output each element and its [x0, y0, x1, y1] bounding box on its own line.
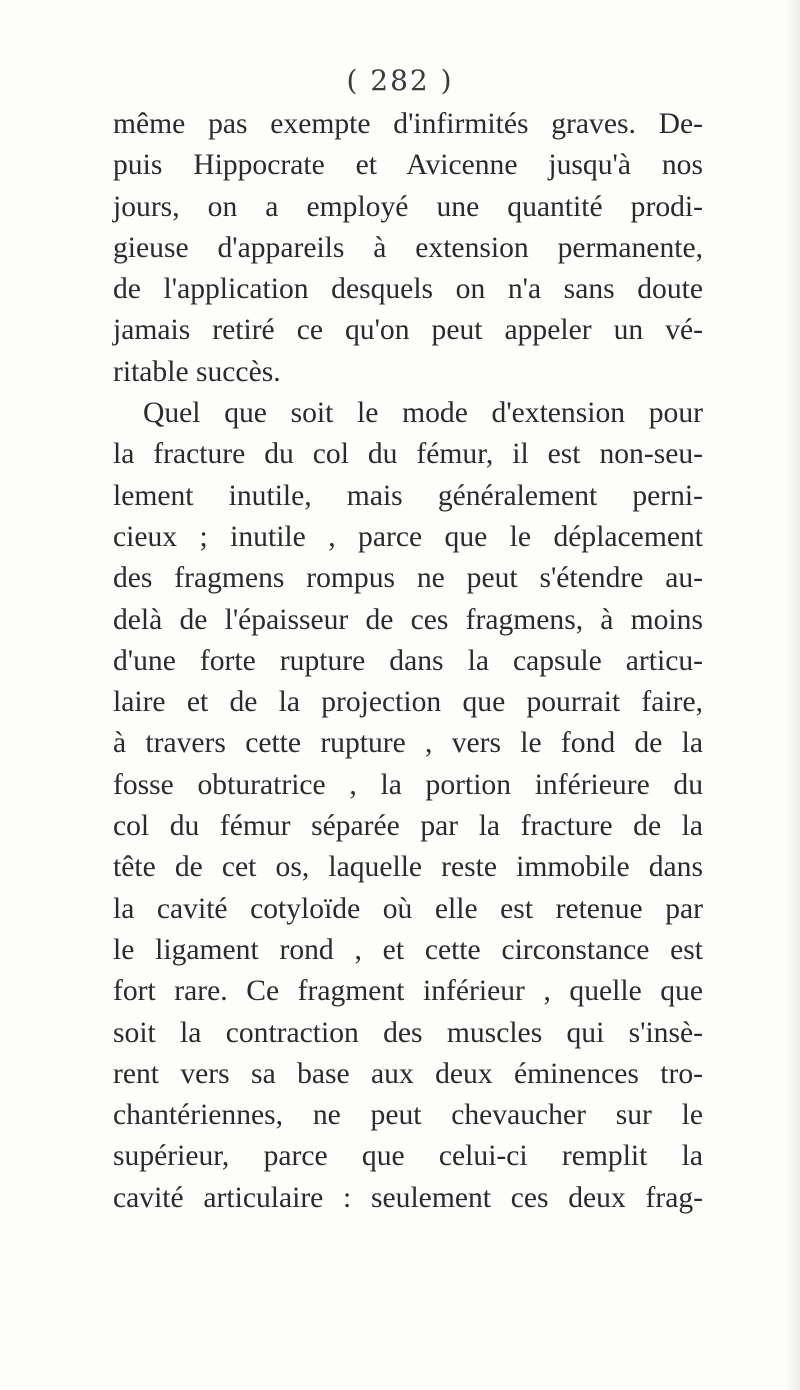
text-line: fosse obturatrice , la portion inférieure du	[113, 768, 703, 801]
text-line: lement inutile, mais généralement perni-	[113, 479, 703, 512]
text-line: supérieur, parce que celui-ci remplit la	[113, 1140, 703, 1173]
text-line: gieuse d'appareils à extension permanente,	[113, 231, 703, 264]
text-line: des fragmens rompus ne peut s'étendre au-	[113, 562, 703, 595]
text-line: chantériennes, ne peut chevaucher sur le	[113, 1099, 703, 1132]
text-line: de l'application desquels on n'a sans doute	[113, 273, 703, 306]
page-number: ( 282 )	[346, 64, 454, 97]
text-line: à travers cette rupture , vers le fond de la	[113, 727, 703, 760]
text-line: la cavité cotyloïde où elle est retenue par	[113, 892, 703, 925]
paragraph-start-line: Quel que soit le mode d'extension pour	[143, 397, 703, 430]
text-line: le ligament rond , et cette circonstance est	[113, 933, 703, 966]
body-text	[113, 104, 703, 1219]
text-line: tête de cet os, laquelle reste immobile dans	[113, 851, 703, 884]
text-line: fort rare. Ce fragment inférieur , quelle que	[113, 975, 703, 1008]
text-line: jamais retiré ce qu'on peut appeler un vé-	[113, 314, 703, 347]
text-line: jours, on a employé une quantité prodi-	[113, 190, 703, 223]
text-line: col du fémur séparée par la fracture de la	[113, 810, 703, 843]
text-line: d'une forte rupture dans la capsule articu-	[113, 644, 703, 677]
text-line: rent vers sa base aux deux éminences tro-	[113, 1057, 703, 1090]
page-edge-shadow	[786, 0, 800, 1390]
text-line: puis Hippocrate et Avicenne jusqu'à nos	[113, 149, 703, 182]
text-line: même pas exempte d'infirmités graves. De-	[113, 108, 703, 140]
text-line: delà de l'épaisseur de ces fragmens, à moins	[113, 603, 703, 636]
paragraph-end-line: ritable succès.	[113, 355, 281, 388]
text-line: soit la contraction des muscles qui s'insè-	[113, 1016, 703, 1049]
text-line: laire et de la projection que pourrait faire,	[113, 686, 703, 719]
text-line: cieux ; inutile , parce que le déplacement	[113, 520, 703, 553]
text-line: la fracture du col du fémur, il est non-seu-	[113, 438, 703, 471]
text-line: cavité articulaire : seulement ces deux frag-	[113, 1181, 703, 1214]
